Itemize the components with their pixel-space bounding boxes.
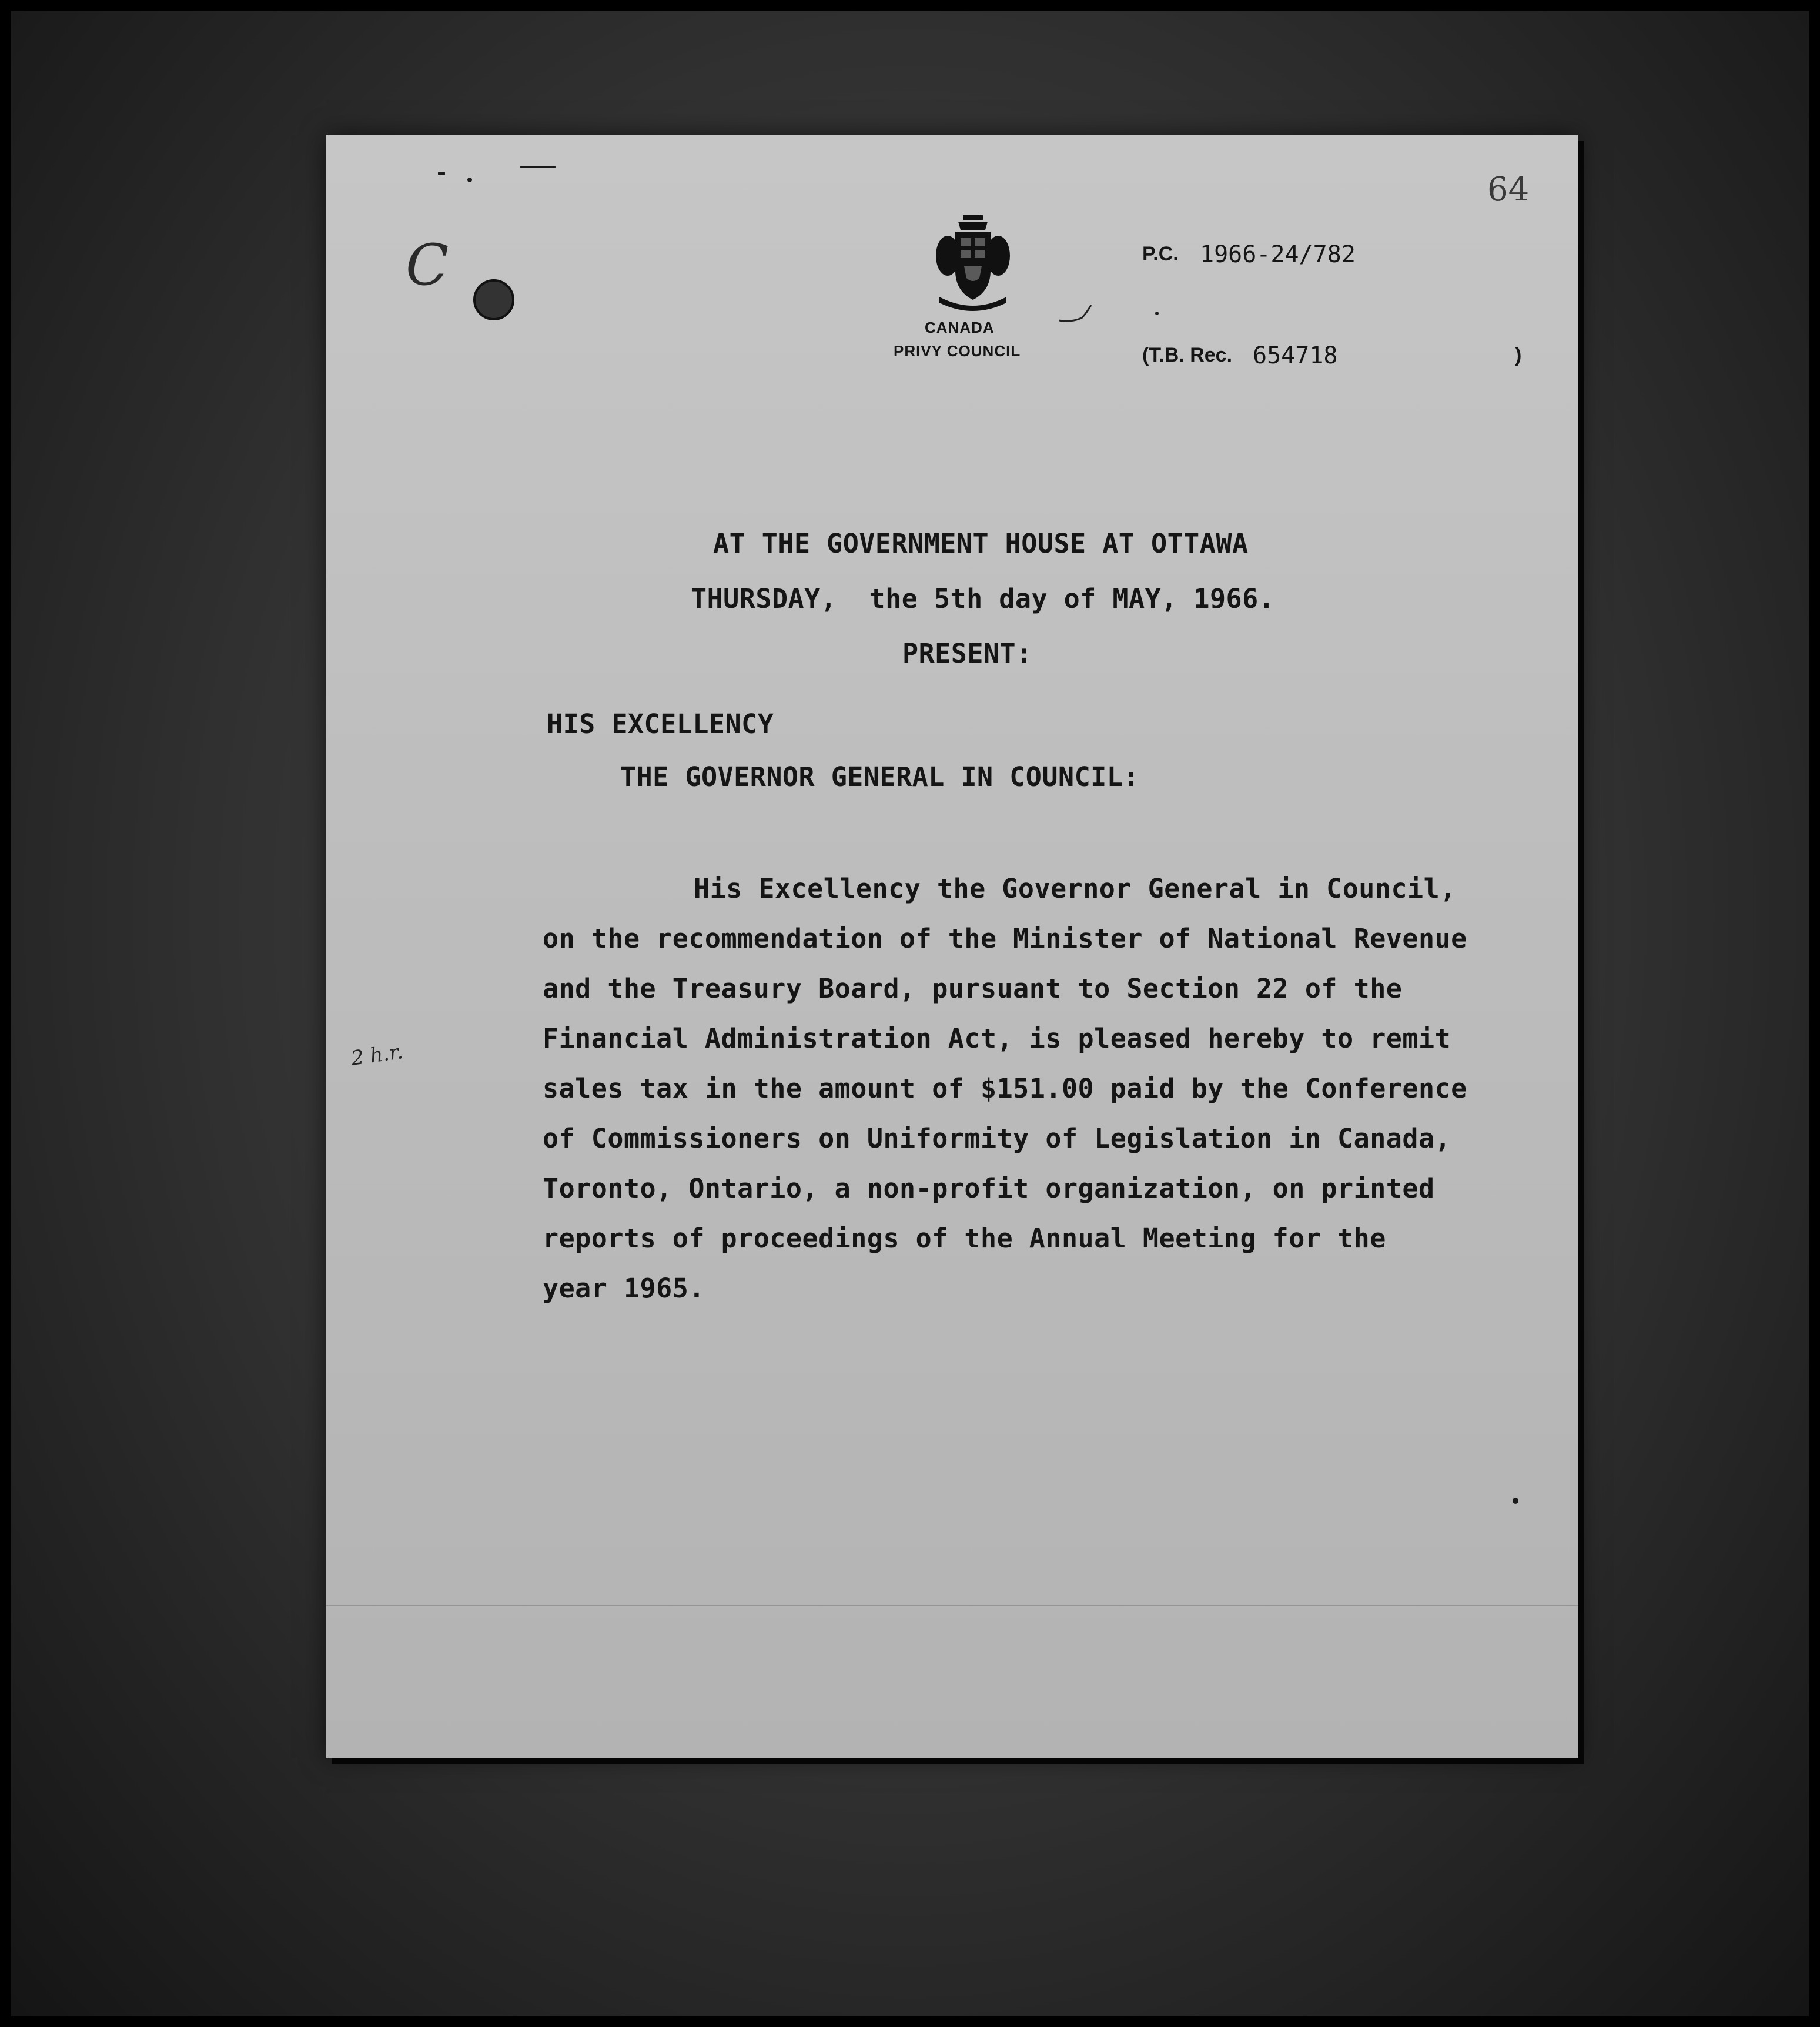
body-line: and the Treasury Board, pursuant to Section 22 of the (543, 973, 1403, 1004)
tb-rec-number: 654718 (1253, 342, 1338, 369)
body-line: Financial Administration Act, is pleased hereby to remit (543, 1023, 1451, 1054)
margin-letter: C (406, 232, 449, 298)
heading-location: AT THE GOVERNMENT HOUSE AT OTTAWA (713, 528, 1249, 559)
pc-number: 1966-24/782 (1200, 241, 1356, 268)
margin-note: 2 h.r. (349, 1040, 404, 1071)
tb-rec-label: (T.B. Rec. (1142, 344, 1233, 366)
body-line: sales tax in the amount of $151.00 paid by the Conference (543, 1073, 1467, 1104)
body-line: year 1965. (543, 1273, 705, 1304)
pc-label: P.C. (1142, 243, 1179, 265)
crest-caption-privy-council: PRIVY COUNCIL (894, 342, 1021, 360)
crest-caption-canada: CANADA (925, 319, 995, 336)
body-line: of Commissioners on Uniformity of Legislation in Canada, (543, 1123, 1451, 1154)
heading-date: THURSDAY, the 5th day of MAY, 1966. (691, 583, 1275, 614)
salutation-line-1: HIS EXCELLENCY (547, 708, 774, 740)
page-number: 64 (1487, 170, 1530, 209)
body-line: reports of proceedings of the Annual Meeting for the (543, 1223, 1386, 1254)
tb-rec-close: ) (1515, 344, 1522, 366)
heading-present: PRESENT: (902, 638, 1032, 669)
salutation-line-2: THE GOVERNOR GENERAL IN COUNCIL: (620, 761, 1139, 792)
body-line: on the recommendation of the Minister of National Revenue (543, 923, 1467, 954)
body-line: Toronto, Ontario, a non-profit organization, on printed (543, 1173, 1435, 1204)
body-line: His Excellency the Governor General in Council, (694, 873, 1456, 904)
